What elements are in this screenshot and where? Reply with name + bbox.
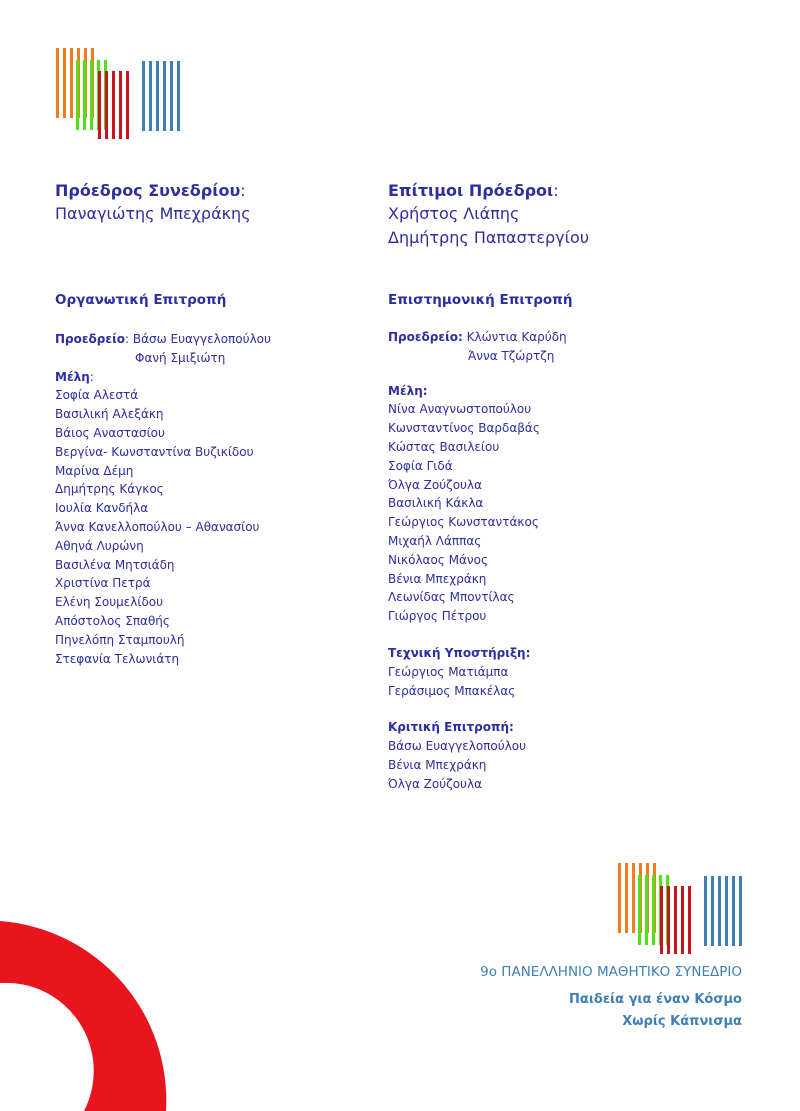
list-item: Νίνα Αναγνωστοπούλου (388, 402, 532, 417)
list-item: Μιχαήλ Λάππας (388, 533, 482, 548)
list-item: Αθηνά Λυρώνη (55, 538, 144, 553)
scientific-board-label: Προεδρείο: (388, 330, 463, 344)
list-item: Βένια Μπεχράκη (388, 571, 487, 586)
conference-logo-top (54, 47, 184, 142)
decorative-red-ring (0, 921, 170, 1111)
list-item: Βασιλένα Μητσιάδη (55, 557, 175, 572)
list-item: Βάιος Αναστασίου (55, 425, 165, 440)
president-block (55, 180, 355, 226)
list-item: Γεώργιος Κωνσταντάκος (388, 515, 539, 530)
organizing-committee (55, 290, 365, 668)
list-item: Βασιλική Αλεξάκη (55, 407, 164, 422)
list-item: Σοφία Γιδά (388, 458, 453, 473)
list-item: Βασιλική Κάκλα (388, 496, 484, 511)
scientific-title: Επιστημονική Επιτροπή (388, 292, 573, 308)
list-item: Βεργίνα- Κωνσταντίνα Βυζικίδου (55, 444, 254, 459)
organizing-board-label: Προεδρείο (55, 332, 125, 346)
list-item: Ιουλία Κανδήλα (55, 501, 149, 516)
list-item: Κώστας Βασιλείου (388, 439, 500, 454)
honorary-colon: : (553, 181, 559, 200)
critical-committee-heading (388, 718, 768, 737)
list-item: Νικόλαος Μάνος (388, 552, 489, 567)
critical-committee-title: Κριτική Επιτροπή: (388, 720, 514, 735)
list-item: Γεώργιος Ματιάμπα (388, 664, 509, 679)
organizing-members-label: Μέλη (55, 369, 90, 384)
scientific-members-list (388, 400, 768, 626)
footer-slogan-line-1: Παιδεία για έναν Κόσμο (569, 992, 742, 1007)
list-item: Άννα Κανελλοπούλου – Αθανασίου (55, 519, 260, 534)
organizing-board-line (55, 330, 365, 349)
organizing-title: Οργανωτική Επιτροπή (55, 292, 227, 308)
tech-support-heading (388, 644, 768, 663)
president-label: Πρόεδρος Συνεδρίου (55, 181, 241, 200)
list-item: Απόστολος Σπαθής (55, 613, 170, 628)
list-item: Σοφία Αλεστά (55, 388, 139, 403)
list-item: Χριστίνα Πετρά (55, 576, 151, 591)
list-item: Γεράσιμος Μπακέλας (388, 683, 516, 698)
footer-slogan-line-2: Χωρίς Κάπνισμα (622, 1014, 742, 1029)
critical-committee-list (388, 737, 768, 793)
honorary-block (388, 180, 768, 250)
list-item: Βάσω Ευαγγελοπούλου (388, 739, 527, 754)
tech-support-title: Τεχνική Υποστήριξη: (388, 645, 531, 660)
scientific-board-name: Άννα Τζώρτζη (468, 348, 555, 363)
list-item: Δημήτρης Κάγκος (55, 482, 164, 497)
president-heading (55, 180, 355, 202)
honorary-name: Χρήστος Λιάπης (388, 204, 520, 223)
honorary-heading (388, 180, 768, 202)
scientific-committee (388, 290, 768, 794)
list-item: Όλγα Ζούζουλα (388, 776, 483, 791)
scientific-members-heading (388, 382, 768, 401)
scientific-board-line (388, 328, 768, 347)
president-name: Παναγιώτης Μπεχράκης (55, 204, 251, 223)
tech-support-list (388, 663, 768, 701)
honorary-label: Επίτιμοι Πρόεδροι (388, 181, 554, 200)
list-item: Στεφανία Τελωνιάτη (55, 651, 180, 666)
organizing-board-name: Φανή Σμιξιώτη (135, 350, 226, 365)
list-item: Πηνελόπη Σταμπουλή (55, 632, 185, 647)
footer-conference-title: 9ο ΠΑΝΕΛΛΗΝΙΟ ΜΑΘΗΤΙΚΟ ΣΥΝΕΔΡΙΟ (480, 964, 742, 980)
conference-logo-bottom (616, 862, 746, 957)
scientific-board-name: Κλώντια Καρύδη (466, 330, 567, 344)
organizing-members-colon: : (89, 369, 94, 384)
scientific-members-label: Μέλη: (388, 383, 428, 398)
list-item: Μαρίνα Δέμη (55, 463, 134, 478)
list-item: Ελένη Σουμελίδου (55, 595, 164, 610)
list-item: Βένια Μπεχράκη (388, 757, 487, 772)
organizing-board-colon: : (125, 332, 130, 346)
list-item: Κωνσταντίνος Βαρδαβάς (388, 421, 540, 436)
honorary-name: Δημήτρης Παπαστεργίου (388, 228, 590, 247)
list-item: Λεωνίδας Μποντίλας (388, 590, 515, 605)
list-item: Γιώργος Πέτρου (388, 609, 487, 624)
organizing-members-list (55, 386, 365, 668)
footer-block (322, 962, 742, 1033)
organizing-members-heading (55, 368, 365, 387)
president-colon: : (240, 181, 246, 200)
list-item: Όλγα Ζούζουλα (388, 477, 483, 492)
organizing-board-name: Βάσω Ευαγγελοπούλου (132, 332, 271, 346)
